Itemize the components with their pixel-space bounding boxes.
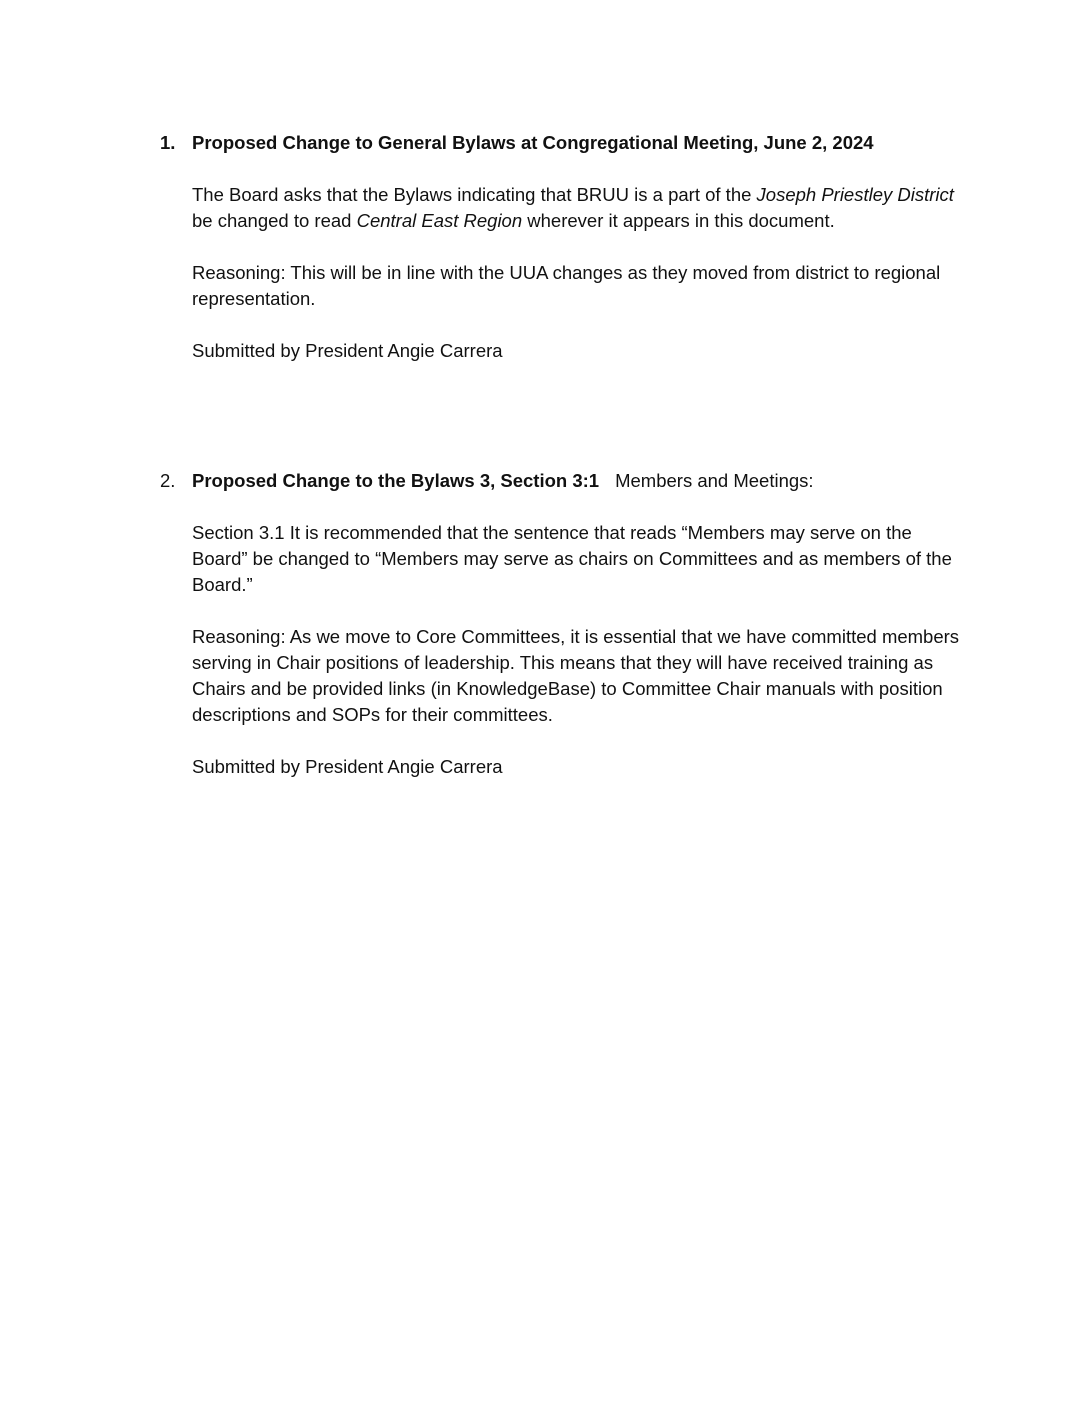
proposal-1-body-text-c: wherever it appears in this document. (522, 210, 835, 231)
proposal-1 (160, 130, 980, 364)
proposal-1-body-text-b: be changed to read (192, 210, 357, 231)
proposal-1-reasoning: Reasoning: This will be in line with the UUA changes as they moved from district to regional representation. (192, 262, 941, 309)
proposal-2-reasoning: Reasoning: As we move to Core Committees, it is essential that we have committed members serving in Chair positions of leadership. This means that they will have received training as Chairs and be provided links (in KnowledgeBase) to Committee Chair manuals with position descriptions and SOPs for their committees. (192, 626, 960, 725)
proposal-1-body (160, 182, 972, 234)
proposal-1-title: Proposed Change to General Bylaws at Congregational Meeting, June 2, 2024 (192, 132, 874, 153)
proposal-1-body-text-a: The Board asks that the Bylaws indicating that BRUU is a part of the (192, 184, 757, 205)
proposal-2-submitted: Submitted by President Angie Carrera (192, 756, 503, 777)
proposal-1-body-italic-district: Joseph Priestley District (756, 184, 954, 205)
proposal-2 (160, 468, 980, 780)
proposal-1-heading (160, 130, 980, 156)
proposal-2-number: 2. (160, 470, 176, 491)
proposal-2-title-suffix: Members and Meetings: (615, 470, 814, 491)
proposal-1-number: 1. (160, 132, 176, 153)
proposal-2-body: Section 3.1 It is recommended that the sentence that reads “Members may serve on the Board” be changed to “Members may serve as chairs on Committees and as members of the Board.” (192, 522, 952, 595)
proposal-2-heading (160, 468, 980, 494)
proposal-1-submitted: Submitted by President Angie Carrera (192, 340, 503, 361)
proposal-2-title: Proposed Change to the Bylaws 3, Section 3:1 (192, 470, 600, 491)
proposal-1-body-italic-region: Central East Region (356, 210, 523, 231)
